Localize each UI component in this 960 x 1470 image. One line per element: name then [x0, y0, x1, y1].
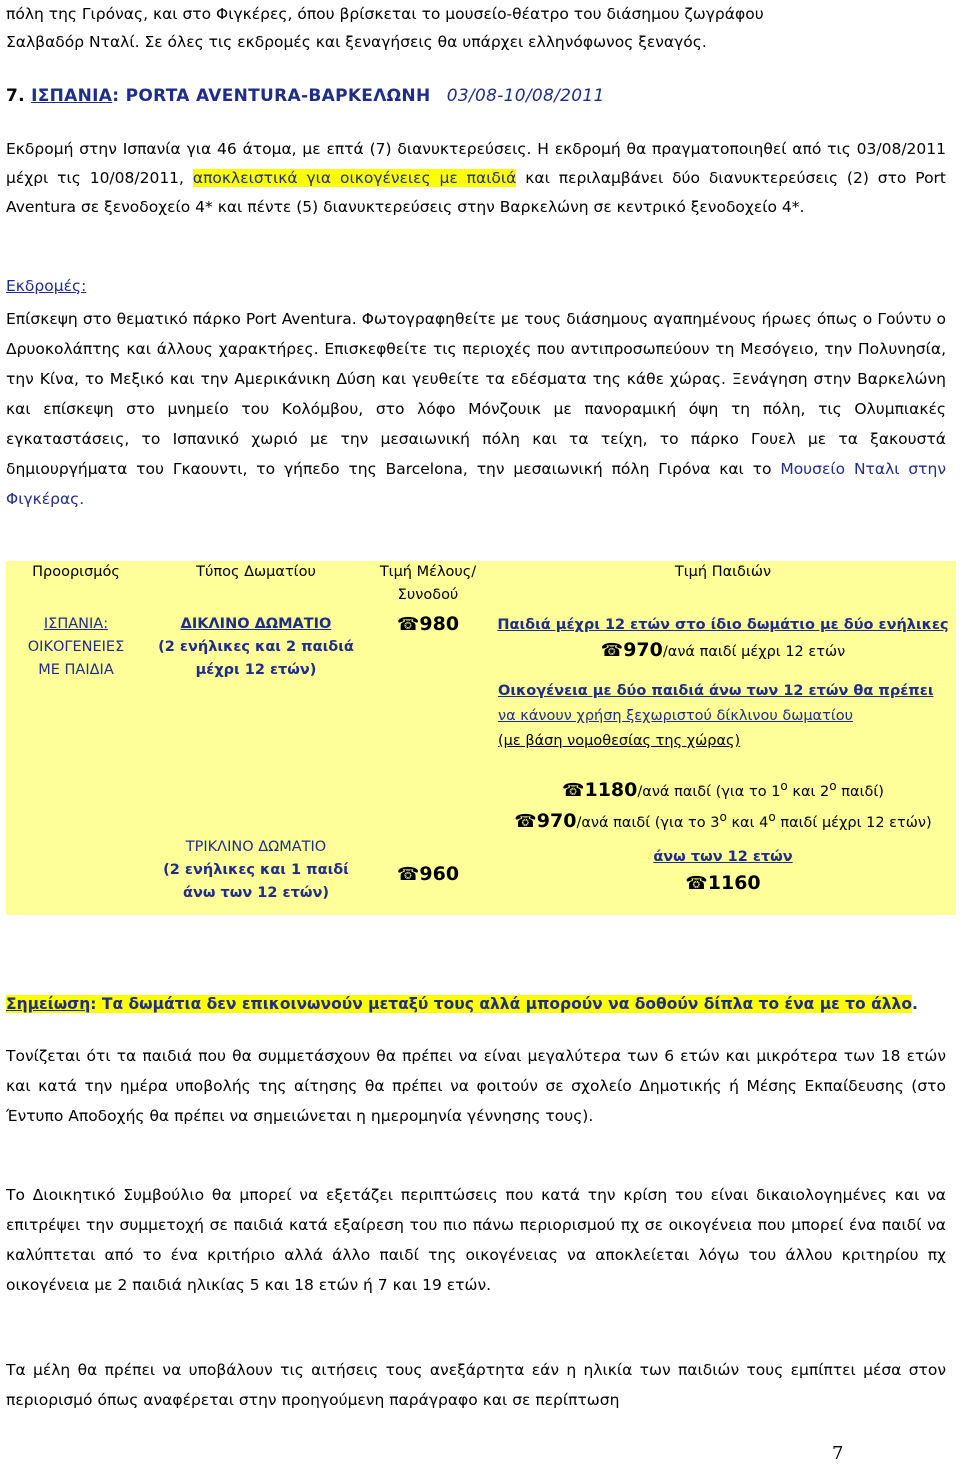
- triple-child-label: άνω των 12 ετών: [653, 848, 793, 865]
- double-member-price: 980: [419, 613, 460, 635]
- intro-line-2: Σαλβαδόρ Νταλί. Σε όλες τις εκδρομές και ξεναγήσεις θα υπάρχει ελληνόφωνος ξεναγός.: [6, 33, 707, 51]
- destination-cell: [6, 607, 146, 915]
- trip-part-1: Εκδρομή στην Ισπανία για 46 άτομα, με επτά (7) διανυκτερεύσεις. Η εκδρομή θα πραγματοποιηθεί από τις 03/08/2011 μέχρι τις 10/08/2011,: [6, 140, 946, 187]
- price-a-sup-1: ο: [780, 779, 788, 793]
- section-country: ΙΣΠΑΝΙΑ: [31, 86, 113, 106]
- page-number: 7: [832, 1443, 844, 1464]
- intro-line-1: πόλη της Γιρόνας, και στο Φιγκέρες, όπου βρίσκεται το μουσείο-θέατρο του διάσημου ζωγράφου: [6, 5, 764, 23]
- double-member-price-cell: [366, 607, 490, 836]
- header-destination: Προορισμός: [32, 564, 120, 580]
- price-a-mid: και 2: [787, 783, 830, 800]
- double-room-desc: (2 ενήλικες και 2 παιδιά μέχρι 12 ετών): [158, 639, 354, 678]
- double-child-price-suffix: /ανά παιδί μέχρι 12 ετών: [662, 644, 846, 660]
- note-text: : Τα δωμάτια δεν επικοινωνούν μεταξύ τους αλλά μπορούν να δοθούν δίπλα το ένα με το άλλο: [90, 995, 913, 1013]
- triple-room-desc: (2 ενήλικες και 1 παιδί άνω των 12 ετών): [163, 861, 349, 901]
- section-number: 7.: [6, 86, 25, 106]
- double-child-price: 970: [623, 639, 663, 661]
- double-room-cell: [146, 607, 366, 836]
- note-end: .: [912, 995, 918, 1013]
- note-label: Σημείωση: [6, 995, 91, 1013]
- triple-member-price-cell: [366, 836, 490, 915]
- double-room-title: ΔΙΚΛΙΝΟ ΔΩΜΑΤΙΟ: [180, 616, 332, 632]
- triple-room-cell: [146, 836, 366, 915]
- trip-description: [6, 135, 946, 222]
- excursions-text-a: Επίσκεψη στο θεματικό πάρκο Port Aventura. Φωτογραφηθείτε με τους διάσημους αγαπημένους ήρωες όπως ο Γούντυ ο Δρυοκολάπτης και άλλους χαρακτήρες.: [6, 310, 946, 358]
- excursions-text: [6, 304, 946, 514]
- price-a-suffix: /ανά παιδί (για το 1: [637, 783, 781, 800]
- price-b-sup-2: ο: [768, 809, 776, 824]
- double-child-line: Παιδιά μέχρι 12 ετών στο ίδιο δωμάτιο με δύο ενήλικες: [497, 617, 949, 633]
- triple-room-title: ΤΡΙΚΛΙΝΟ ΔΩΜΑΤΙΟ: [185, 838, 327, 855]
- excursions-title: Εκδρομές:: [6, 277, 87, 295]
- excursions-text-b: Επισκεφθείτε τις περιοχές που αντιπροσωπεύουν τη Μεσόγειο, την Πολυνησία, την Κίνα, το Μεξικό και την Αμερικάνικη Δύση και γευθείτε τα εδέσματα της κάθε χώρας.: [6, 340, 946, 388]
- rule-line-3: (με βάση νομοθεσίας της χώρας): [498, 733, 741, 749]
- destination-line-1: ΙΣΠΑΝΙΑ:: [43, 616, 109, 632]
- price-b-mid: και 4: [726, 814, 769, 831]
- destination-line-2: ΟΙΚΟΓΕΝΕΙΕΣ: [27, 639, 125, 655]
- table-row: [6, 836, 956, 915]
- excursions-text-c: Ξενάγηση στην Βαρκελώνη και επίσκεψη στο μνημείο του Κολόμβου, στο λόφο Μόνζουικ με πανοραμική όψη τη πόλη, τις Ολυμπιακές εγκαταστάσεις, το Ισπανικό χωριό με την μεσαιωνική πόλη και τα τείχη, το πάρκο Γουελ με τα ξακουστά δημιουργήματα του Γκαουντι, το γήπεδο της Barcelona, την μεσαιωνική πόλη Γιρόνα και το: [6, 370, 946, 478]
- telephone-icon: ☎: [600, 640, 624, 661]
- header-child-price: Τιμή Παιδιών: [674, 564, 772, 580]
- price-b-end: παιδί μέχρι 12 ετών): [775, 814, 932, 831]
- note: [6, 990, 946, 1018]
- telephone-icon: ☎: [396, 863, 420, 885]
- header-room-type: Τύπος Δωματίου: [196, 564, 316, 580]
- excursions-text-d: Μουσείο Νταλι στην Φιγκέρας.: [6, 460, 946, 508]
- table-row: [6, 607, 956, 836]
- section-route: : PORTA AVENTURA-ΒΑΡΚΕΛΩΝΗ: [112, 86, 431, 106]
- paragraph-age-requirement: Τονίζεται ότι τα παιδιά που θα συμμετάσχουν θα πρέπει να είναι μεγαλύτερα των 6 ετών και μικρότερα των 18 ετών και κατά την ημέρα υποβολής της αίτησης θα πρέπει να φοιτούν σε σχολείο Δημοτικής ή Μέσης Εκπαίδευσης (στο Έντυπο Αποδοχής θα πρέπει να σημειώνεται η ημερομηνία γέννησης τους).: [6, 1047, 946, 1125]
- triple-member-price: 960: [419, 862, 460, 885]
- paragraph-applications: Τα μέλη θα πρέπει να υποβάλουν τις αιτήσεις τους ανεξάρτητα εάν η ηλικία των παιδιών τους εμπίπτει μέσα στον περιορισμό όπως αναφέρεται στην προηγούμενη παράγραφο και σε περίπτωση: [6, 1361, 946, 1409]
- telephone-icon: ☎: [396, 614, 420, 635]
- rule-line-2: να κάνουν χρήση ξεχωριστού δίκλινου δωματίου: [498, 708, 854, 724]
- triple-child-price: 1160: [707, 871, 761, 894]
- intro-text: [6, 0, 946, 56]
- double-child-price-cell: [490, 607, 956, 836]
- trip-highlight: αποκλειστικά για οικογένειες με παιδιά: [192, 169, 517, 187]
- telephone-icon: ☎: [514, 810, 537, 832]
- rule-line-1: Οικογένεια με δύο παιδιά άνω των 12 ετών θα πρέπει: [498, 683, 934, 699]
- trip-part-2: και περιλαμβάνει δύο διανυκτερεύσεις (2) στο Port Aventura σε ξενοδοχείο 4* και πέντε (5) διανυκτερεύσεις στην Βαρκελώνη σε κεντρικό ξενοδοχείο 4*.: [6, 169, 946, 216]
- telephone-icon: ☎: [562, 779, 585, 801]
- triple-child-price-cell: [490, 836, 956, 915]
- paragraph-board-exceptions: Το Διοικητικό Συμβούλιο θα μπορεί να εξετάζει περιπτώσεις που κατά την κρίση του είναι δικαιολογημένες και να επιτρέψει την συμμετοχή σε παιδιά κατά εξαίρεση του πιο πάνω περιορισμού πχ σε οικογένεια που μπορεί ένα παιδί να καλύπτεται από το ένα κριτήριο αλλά άλλο παιδί της οικογένειας να αποκλείεται λόγω του άλλου κριτηρίου πχ οικογένεια με 2 παιδιά ηλικίας 5 και 18 ετών ή 7 και 19 ετών.: [6, 1186, 946, 1294]
- price-a-end: παιδί): [836, 783, 884, 800]
- price-b-sup-1: ο: [719, 809, 727, 824]
- section-heading: [6, 82, 605, 110]
- price-table: [6, 561, 956, 915]
- older-child-price-a: 1180: [584, 778, 638, 801]
- older-child-price-b: 970: [536, 809, 577, 832]
- price-b-suffix: /ανά παιδί (για το 3: [576, 814, 720, 831]
- price-a-sup-2: ο: [829, 779, 837, 793]
- header-member-price: Τιμή Μέλους/ Συνοδού: [379, 564, 477, 603]
- destination-line-3: ΜΕ ΠΑΙΔΙΑ: [38, 662, 114, 678]
- telephone-icon: ☎: [685, 872, 708, 894]
- section-dates: 03/08-10/08/2011: [446, 86, 605, 106]
- table-header-row: [6, 561, 956, 607]
